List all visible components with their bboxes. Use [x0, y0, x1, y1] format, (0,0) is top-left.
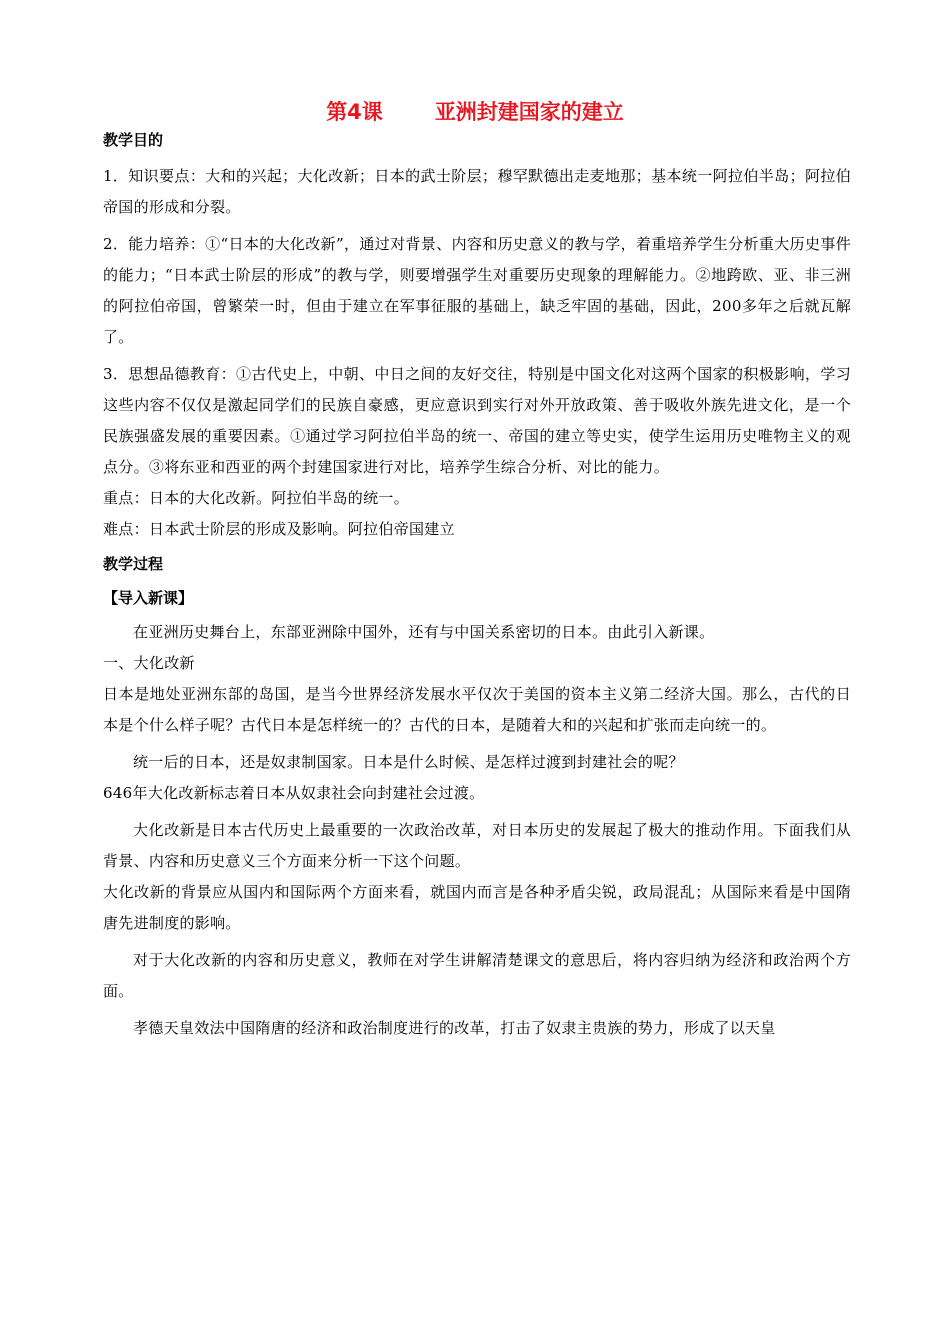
paragraph-content: 对于大化改新的内容和历史意义，教师在对学生讲解清楚课文的意思后，将内容归纳为经济和政治两个方面。: [103, 951, 851, 1000]
document-body: [103, 125, 851, 1044]
title-topic: 亚洲封建国家的建立: [434, 100, 624, 124]
intro-paragraph: 在亚洲历史舞台上，东部亚洲除中国外，还有与中国关系密切的日本。由此引入新课。: [133, 623, 715, 641]
paragraph-slave-state: 统一后的日本，还是奴隶制国家。日本是什么时候、是怎样过渡到封建社会的呢？: [133, 753, 684, 771]
paragraph-japan-overview: 日本是地处亚洲东部的岛国，是当今世界经济发展水平仅次于美国的资本主义第二经济大国。那么，古代的日本是个什么样子呢？古代日本是怎样统一的？古代的日本，是随着大和的兴起和扩张而走向统一的。: [103, 685, 851, 734]
paragraph-background: 大化改新的背景应从国内和国际两个方面来看，就国内而言是各种矛盾尖锐，政局混乱；从国际来看是中国隋唐先进制度的影响。: [103, 883, 851, 932]
objective-moral: 3．思想品德教育：①古代史上，中朝、中日之间的友好交往，特别是中国文化对这两个国家的积极影响，学习这些内容不仅仅是激起同学们的民族自豪感，更应意识到实行对外开放政策、善于吸收外族先进文化，是一个民族强盛发展的重要因素。①通过学习阿拉伯半岛的统一、帝国的建立等史实，使学生运用历史唯物主义的观点分。③将东亚和西亚的两个封建国家进行对比，培养学生综合分析、对比的能力。: [103, 365, 851, 476]
difficulty: 难点：日本武士阶层的形成及影响。阿拉伯帝国建立: [103, 520, 455, 538]
key-point: 重点：日本的大化改新。阿拉伯半岛的统一。: [103, 489, 410, 507]
objective-ability: 2．能力培养：①“日本的大化改新”，通过对背景、内容和历史意义的教与学，着重培养学生分析重大历史事件的能力；“日本武士阶层的形成”的教与学，则要增强学生对重要历史现象的理解能力。②地跨欧、亚、非三洲的阿拉伯帝国，曾繁荣一时，但由于建立在军事征服的基础上，缺乏牢固的基础，因此，200多年之后就瓦解了。: [103, 235, 851, 346]
objective-knowledge: 1．知识要点：大和的兴起；大化改新；日本的武士阶层；穆罕默德出走麦地那；基本统一阿拉伯半岛；阿拉伯帝国的形成和分裂。: [103, 167, 851, 216]
page-title: [0, 98, 950, 126]
paragraph-646: 646年大化改新标志着日本从奴隶社会向封建社会过渡。: [103, 784, 485, 802]
paragraph-reform-importance: 大化改新是日本古代历史上最重要的一次政治改革，对日本历史的发展起了极大的推动作用。下面我们从背景、内容和历史意义三个方面来分析一下这个问题。: [103, 821, 851, 870]
section-heading-taika: 一、大化改新: [103, 654, 195, 672]
title-lesson: 第4课: [326, 100, 383, 124]
heading-objectives: 教学目的: [103, 131, 164, 149]
heading-intro: 【导入新课】: [103, 589, 194, 607]
heading-process: 教学过程: [103, 555, 164, 573]
paragraph-emperor-reform: 孝德天皇效法中国隋唐的经济和政治制度进行的改革，打击了奴隶主贵族的势力，形成了以天皇: [133, 1019, 776, 1037]
